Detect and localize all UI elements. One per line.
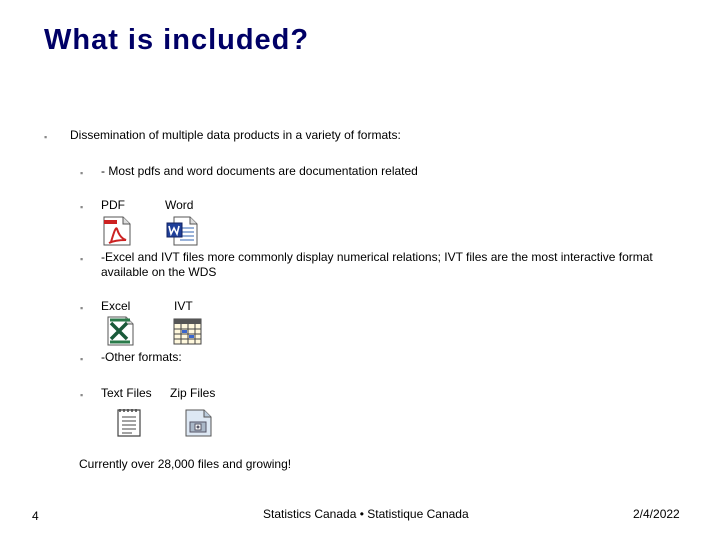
word-icon [166,216,198,246]
ivt-label: IVT [174,299,193,313]
excel-label: Excel [101,299,131,313]
slide-title: What is included? [44,24,310,56]
bullet-marker: ▪ [80,303,84,313]
excel-ivt-bullet-text: -Excel and IVT files more commonly display numerical relations; IVT files are the most interactive format available on the WDS [101,250,653,279]
footer-organization: Statistics Canada • Statistique Canada [263,507,469,521]
bullet-marker: ▪ [80,254,84,264]
bullet-marker: ▪ [44,132,48,142]
other-formats-text: -Other formats: [101,350,182,364]
pdf-label: PDF [101,198,125,212]
docs-bullet-text: - Most pdfs and word documents are documentation related [101,164,418,178]
bullet-marker: ▪ [80,390,84,400]
word-label: Word [165,198,194,212]
text-file-icon [115,408,143,438]
file-count-note: Currently over 28,000 files and growing! [79,457,292,471]
main-bullet-text: Dissemination of multiple data products in a variety of formats: [70,128,401,142]
bullet-marker: ▪ [80,354,84,364]
bullet-marker: ▪ [80,202,84,212]
footer-date: 2/4/2022 [633,507,680,521]
page-number: 4 [32,509,39,523]
zip-files-label: Zip Files [170,386,216,400]
bullet-marker: ▪ [80,168,84,178]
pdf-icon [101,216,133,246]
ivt-icon [173,318,203,346]
text-files-label: Text Files [101,386,152,400]
zip-file-icon [183,408,213,438]
excel-icon [104,316,136,346]
